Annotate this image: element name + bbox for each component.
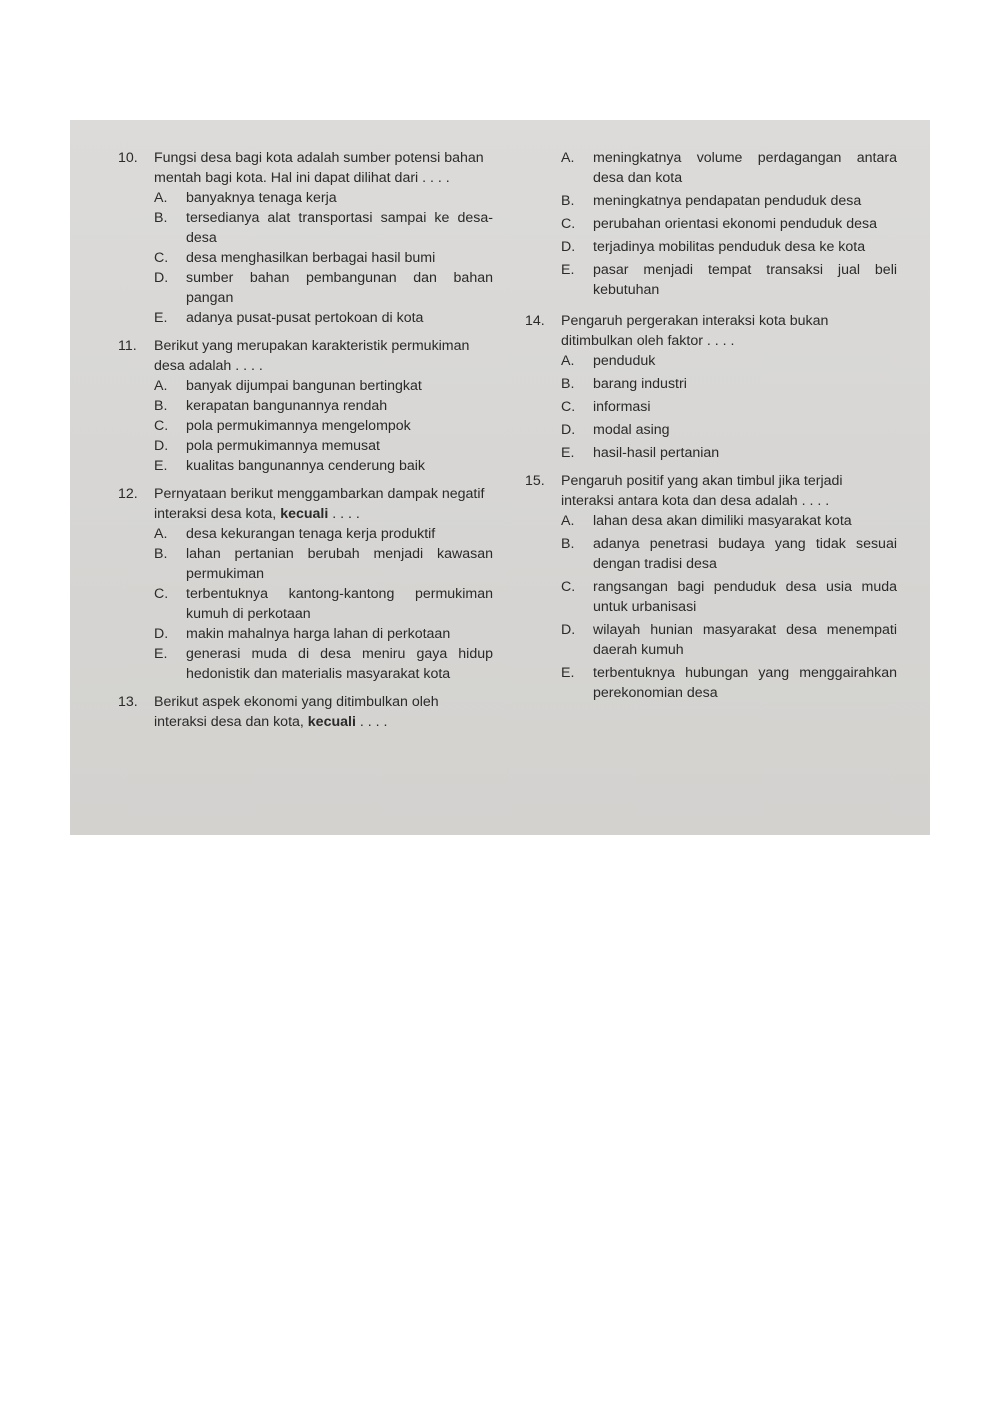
option-letter: A. xyxy=(154,190,168,206)
option-b xyxy=(154,544,493,584)
question-number: 12. xyxy=(118,486,138,502)
option-text: modal asing xyxy=(593,422,670,438)
option-letter: E. xyxy=(154,646,168,662)
option-letter: B. xyxy=(561,376,575,392)
option-text: lahan pertanian berubah menjadi kawasan permukiman xyxy=(186,546,493,582)
option-text: banyak dijumpai bangunan bertingkat xyxy=(186,378,422,394)
option-letter: B. xyxy=(561,536,575,552)
option-text: kualitas bangunannya cenderung baik xyxy=(186,458,426,474)
option-text: informasi xyxy=(593,399,651,415)
option-d xyxy=(154,624,493,644)
option-a xyxy=(154,376,493,396)
options-list xyxy=(154,376,493,476)
option-letter: A. xyxy=(561,150,575,166)
option-letter: C. xyxy=(154,250,169,266)
option-b xyxy=(561,534,897,574)
option-e xyxy=(154,644,493,684)
option-letter: D. xyxy=(561,422,576,438)
option-letter: C. xyxy=(561,399,576,415)
scanned-page xyxy=(70,120,930,835)
option-text: adanya penetrasi budaya yang tidak sesuai dengan tradisi desa xyxy=(593,536,897,572)
option-text: generasi muda di desa meniru gaya hidup hedonistik dan materialis masyarakat kota xyxy=(186,646,493,682)
option-c xyxy=(561,214,897,234)
option-b xyxy=(561,374,897,394)
option-text: terbentuknya hubungan yang menggairahkan perekonomian desa xyxy=(593,665,897,701)
option-e xyxy=(561,663,897,703)
option-d xyxy=(561,237,897,257)
question-text: Pengaruh pergerakan interaksi kota bukan ditimbulkan oleh faktor . . . . xyxy=(561,313,829,349)
option-letter: E. xyxy=(561,445,575,461)
option-text: pasar menjadi tempat transaksi jual beli kebutuhan xyxy=(593,262,897,298)
question-13-options xyxy=(561,148,897,300)
option-text: desa menghasilkan berbagai hasil bumi xyxy=(186,250,436,266)
spacer xyxy=(525,303,897,311)
options-list xyxy=(154,524,493,684)
option-text: rangsangan bagi penduduk desa usia muda untuk urbanisasi xyxy=(593,579,897,615)
option-letter: E. xyxy=(154,458,168,474)
option-letter: A. xyxy=(154,378,168,394)
option-e xyxy=(561,260,897,300)
option-e xyxy=(154,456,493,476)
option-letter: D. xyxy=(154,438,169,454)
option-letter: A. xyxy=(154,526,168,542)
option-letter: B. xyxy=(154,398,168,414)
option-text: lahan desa akan dimiliki masyarakat kota xyxy=(593,513,852,529)
option-e xyxy=(154,308,493,328)
question-text: Berikut yang merupakan karakteristik permukiman desa adalah . . . . xyxy=(154,338,470,374)
option-text: adanya pusat-pusat pertokoan di kota xyxy=(186,310,424,326)
option-a xyxy=(154,524,493,544)
options-list xyxy=(561,511,897,703)
option-text: pola permukimannya mengelompok xyxy=(186,418,411,434)
option-a xyxy=(561,511,897,531)
question-number: 10. xyxy=(118,150,138,166)
question-13 xyxy=(118,692,493,732)
option-letter: C. xyxy=(154,418,169,434)
option-b xyxy=(154,396,493,416)
question-number: 13. xyxy=(118,694,138,710)
question-11 xyxy=(118,336,493,476)
option-c xyxy=(154,248,493,268)
option-text: pola permukimannya memusat xyxy=(186,438,380,454)
option-letter: D. xyxy=(561,239,576,255)
option-text: meningkatnya volume perdagangan antara desa dan kota xyxy=(593,150,897,186)
question-10 xyxy=(118,148,493,328)
question-text-part: Berikut aspek ekonomi yang ditimbulkan oleh interaksi desa dan kota, xyxy=(154,694,439,730)
option-text: hasil-hasil pertanian xyxy=(593,445,720,461)
question-12 xyxy=(118,484,493,684)
question-text-part: . . . . xyxy=(328,506,360,522)
option-d xyxy=(561,620,897,660)
option-letter: A. xyxy=(561,513,575,529)
question-text xyxy=(154,692,493,732)
option-text: desa kekurangan tenaga kerja produktif xyxy=(186,526,436,542)
option-d xyxy=(154,268,493,308)
option-text: sumber bahan pembangunan dan bahan pangan xyxy=(186,270,493,306)
option-text: penduduk xyxy=(593,353,656,369)
question-number: 11. xyxy=(118,338,137,354)
option-letter: D. xyxy=(154,626,169,642)
option-letter: C. xyxy=(561,216,576,232)
question-text-part: . . . . xyxy=(355,714,388,730)
option-text: makin mahalnya harga lahan di perkotaan xyxy=(186,626,451,642)
question-number: 14. xyxy=(525,313,545,329)
option-e xyxy=(561,443,897,463)
option-d xyxy=(561,420,897,440)
option-b xyxy=(154,208,493,248)
option-text: banyaknya tenaga kerja xyxy=(186,190,337,206)
options-list xyxy=(154,188,493,328)
option-d xyxy=(154,436,493,456)
question-number: 15. xyxy=(525,473,545,489)
option-c xyxy=(154,416,493,436)
question-15 xyxy=(525,471,897,703)
option-letter: E. xyxy=(561,262,575,278)
option-c xyxy=(154,584,493,624)
option-text: meningkatnya pendapatan penduduk desa xyxy=(593,193,862,209)
option-letter: D. xyxy=(154,270,169,286)
option-text: perubahan orientasi ekonomi penduduk desa xyxy=(593,216,877,232)
option-text: barang industri xyxy=(593,376,687,392)
option-letter: A. xyxy=(561,353,575,369)
option-a xyxy=(154,188,493,208)
option-text: kerapatan bangunannya rendah xyxy=(186,398,388,414)
option-letter: D. xyxy=(561,622,576,638)
question-text: Pengaruh positif yang akan timbul jika terjadi interaksi antara kota dan desa adalah . . . . xyxy=(561,473,843,509)
option-text: terjadinya mobilitas penduduk desa ke kota xyxy=(593,239,866,255)
option-letter: B. xyxy=(154,546,168,562)
question-text-part: Pernyataan berikut menggambarkan dampak negatif interaksi desa kota, xyxy=(154,486,485,522)
option-a xyxy=(561,148,897,188)
option-letter: B. xyxy=(561,193,575,209)
left-column xyxy=(118,148,493,740)
option-c xyxy=(561,577,897,617)
right-column xyxy=(525,148,897,711)
question-text: Fungsi desa bagi kota adalah sumber potensi bahan mentah bagi kota. Hal ini dapat dilihat dari . . . . xyxy=(154,150,484,186)
option-letter: E. xyxy=(154,310,168,326)
option-b xyxy=(561,191,897,211)
options-list xyxy=(561,351,897,463)
option-text: terbentuknya kantong-kantong permukiman kumuh di perkotaan xyxy=(186,586,493,622)
question-14 xyxy=(525,311,897,463)
option-letter: E. xyxy=(561,665,575,681)
option-text: tersedianya alat transportasi sampai ke desa-desa xyxy=(186,210,493,246)
question-text xyxy=(154,484,493,524)
option-letter: C. xyxy=(154,586,169,602)
option-text: wilayah hunian masyarakat desa menempati daerah kumuh xyxy=(593,622,897,658)
question-emphasis: kecuali xyxy=(307,714,356,730)
option-a xyxy=(561,351,897,371)
option-c xyxy=(561,397,897,417)
question-emphasis: kecuali xyxy=(280,506,329,522)
option-letter: B. xyxy=(154,210,168,226)
option-letter: C. xyxy=(561,579,576,595)
